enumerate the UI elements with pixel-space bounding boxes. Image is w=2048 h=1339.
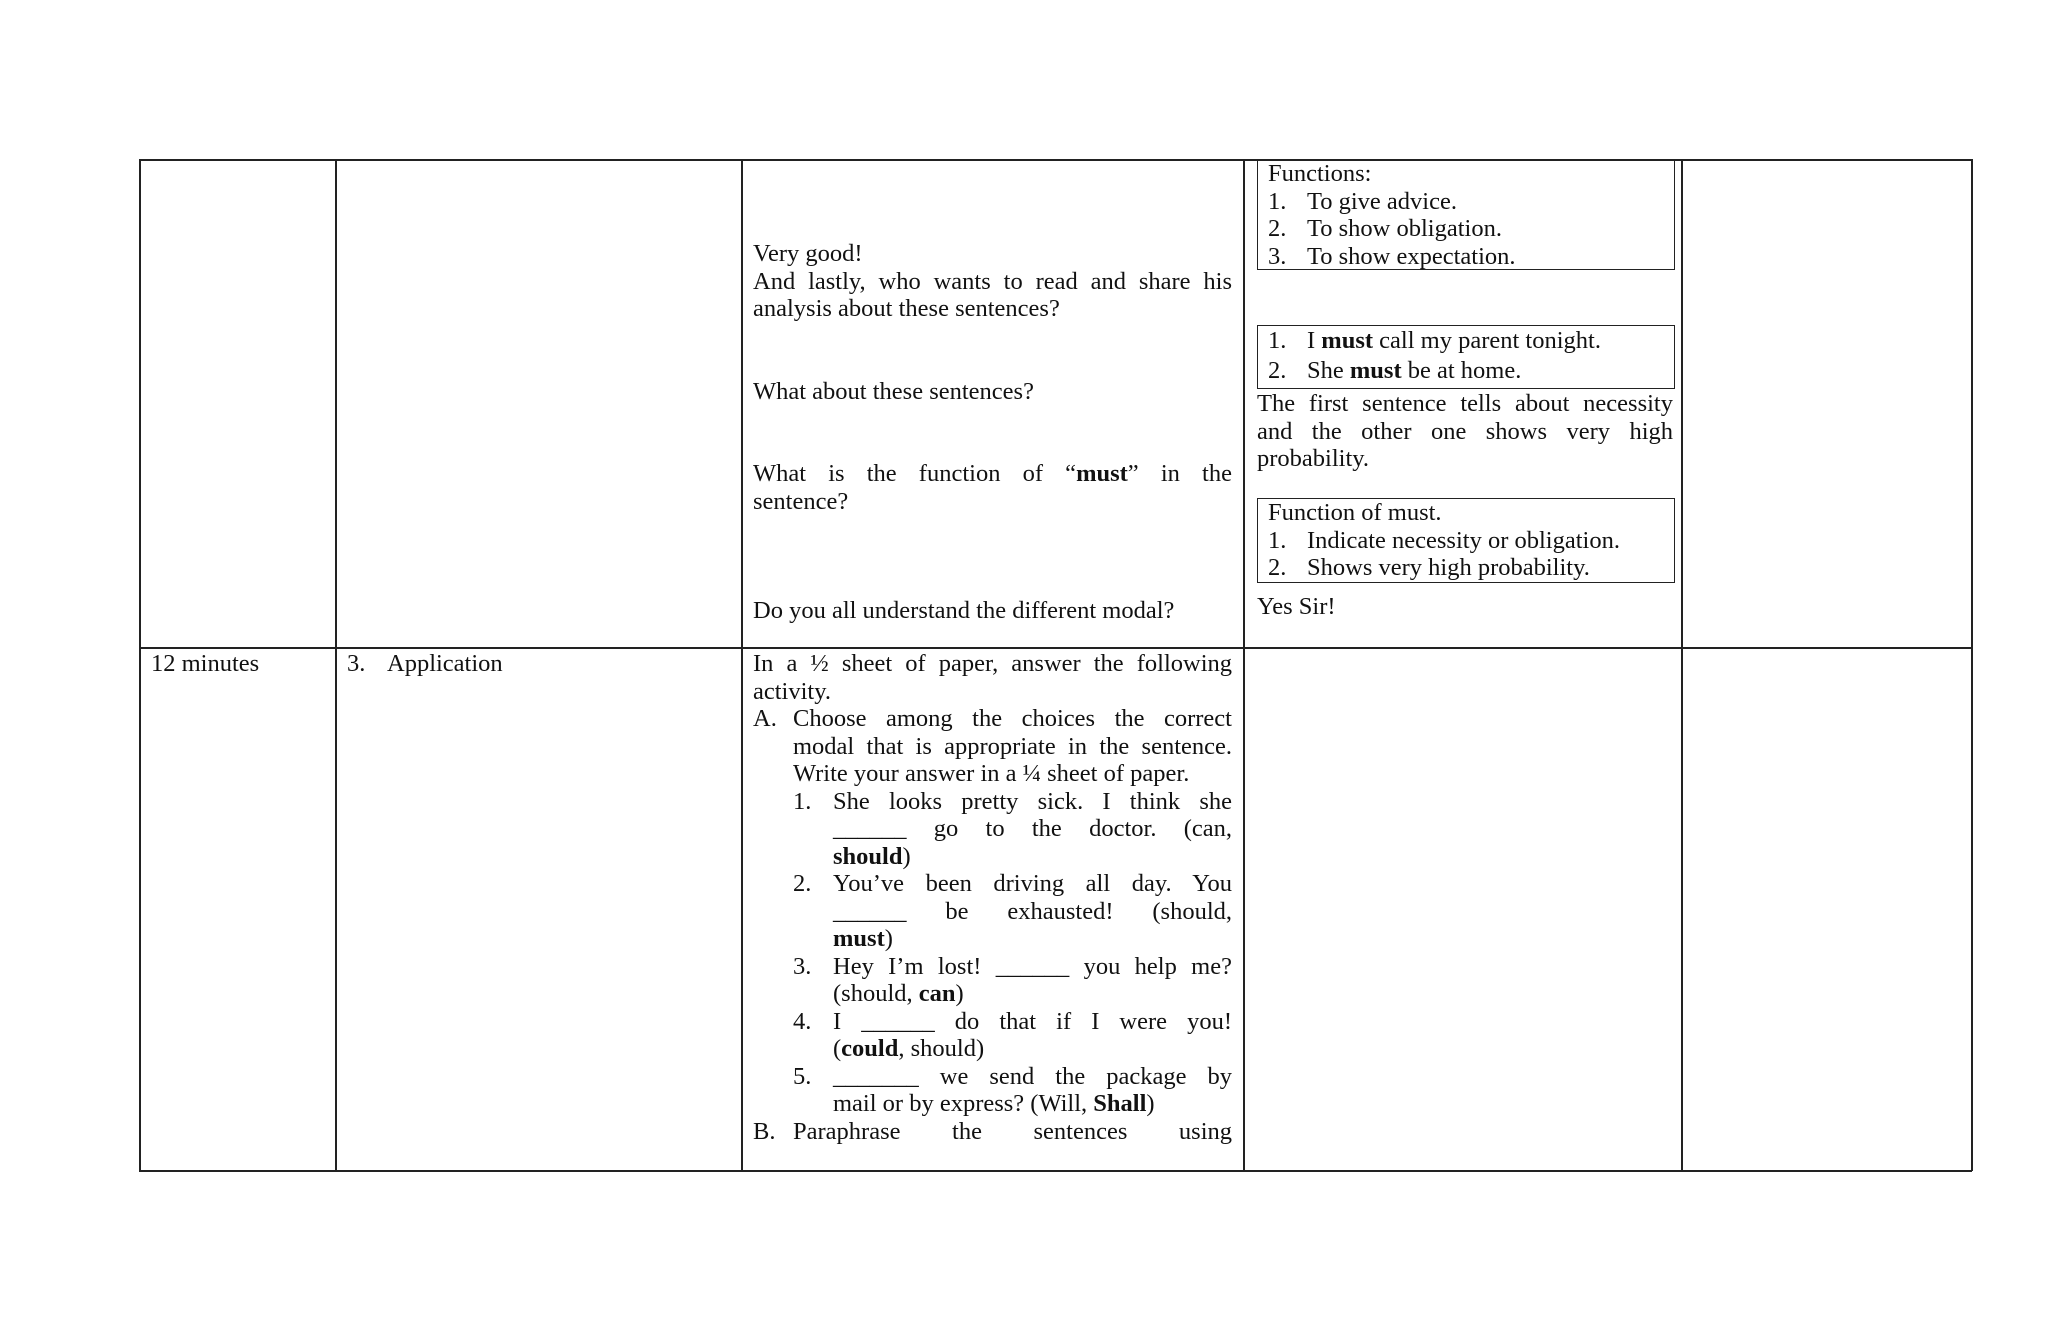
part-a: A. Choose among the choices the correct modal that is appropriate in the sentence. Write your answer in a ¼ sheet of paper. <box>753 705 1232 787</box>
list-item: 1. To give advice. <box>1268 187 1457 215</box>
list-item: 1. She looks pretty sick. I think she ______ go to the doctor. (can, should) <box>793 787 1232 870</box>
table-border-bottom <box>139 1170 1972 1172</box>
list-item: 5. _______ we send the package by mail or by express? (Will, Shall) <box>793 1062 1232 1117</box>
table-border-right <box>1971 159 1973 1171</box>
column-divider <box>335 159 337 1171</box>
column-divider <box>741 159 743 1171</box>
student-analysis: The first sentence tells about necessity and the other one shows very high probability. <box>1257 390 1673 472</box>
phase-label: 3. Application <box>347 650 503 677</box>
list-item: 2. Shows very high probability. <box>1268 554 1590 581</box>
must-function-box <box>1257 498 1675 583</box>
list-item: 1. Indicate necessity or obligation. <box>1268 526 1620 554</box>
teacher-line-understand: Do you all understand the different modal? <box>753 597 1175 624</box>
part-b: B. Paraphrase the sentences using <box>753 1117 1232 1145</box>
list-item: 4. I ______ do that if I were you! (could, should) <box>793 1007 1232 1062</box>
activity-intro: In a ½ sheet of paper, answer the following activity. <box>753 650 1232 705</box>
teacher-line-lastly: And lastly, who wants to read and share his analysis about these sentences? <box>753 267 1232 322</box>
list-item: 2. She must be at home. <box>1268 356 1522 384</box>
list-item: 2. You’ve been driving all day. You ______ be exhausted! (should, must) <box>793 870 1232 952</box>
table-border-left <box>139 159 141 1171</box>
list-item: 2. To show obligation. <box>1268 215 1502 242</box>
list-item: 1. I must call my parent tonight. <box>1268 327 1601 354</box>
teacher-line-what-about: What about these sentences? <box>753 378 1034 405</box>
teacher-line-very-good: Very good! <box>753 240 863 267</box>
functions-box <box>1257 159 1675 270</box>
must-function-title: Function of must. <box>1268 499 1442 526</box>
table-border-top <box>139 159 1972 161</box>
list-item: 3. To show expectation. <box>1268 242 1516 270</box>
teacher-understand-cell <box>753 597 1232 625</box>
table-row-divider <box>139 647 1972 649</box>
functions-title: Functions: <box>1268 160 1372 187</box>
list-item: 3. Hey I’m lost! ______ you help me? (should, can) <box>793 952 1232 1007</box>
teacher-what-about-cell <box>753 378 1232 406</box>
part-a-items <box>753 788 1232 1118</box>
column-divider <box>1243 159 1245 1171</box>
time-allotment: 12 minutes <box>151 650 260 677</box>
must-sentences-box <box>1257 325 1675 389</box>
column-divider <box>1681 159 1683 1171</box>
student-answer: Yes Sir! <box>1257 593 1336 620</box>
teacher-function-question: What is the function of “must” in the sentence? <box>753 460 1232 515</box>
teacher-activity-cell <box>753 240 1232 323</box>
application-activity <box>753 650 1232 1145</box>
must-keyword: must <box>1076 460 1128 487</box>
